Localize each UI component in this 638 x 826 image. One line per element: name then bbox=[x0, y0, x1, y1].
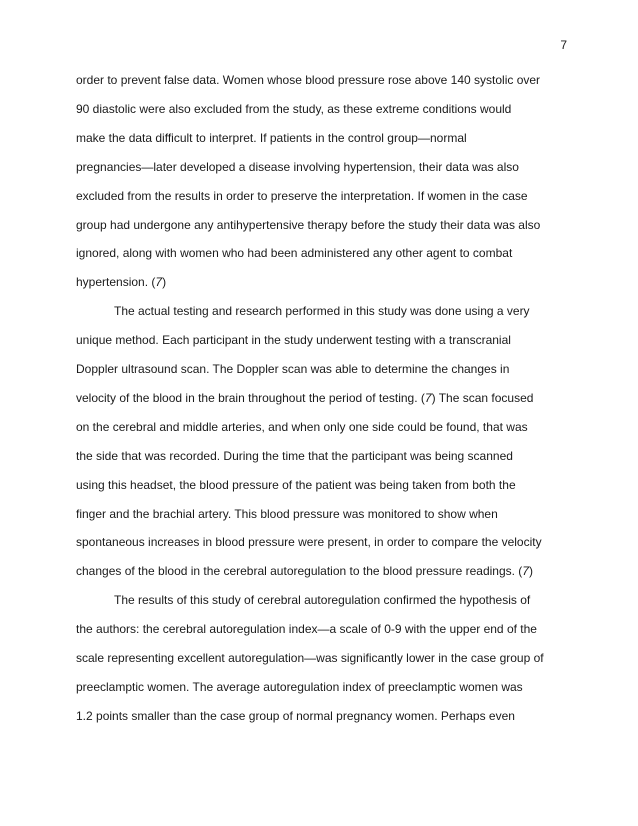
line-text: changes of the blood in the cerebral autoregulation to the blood pressure readings. ( bbox=[76, 564, 523, 579]
citation-number: 7 bbox=[522, 564, 529, 579]
text-line bbox=[76, 189, 528, 203]
text-line bbox=[76, 102, 511, 116]
line-text-after: ) bbox=[528, 564, 533, 579]
citation-number: 7 bbox=[155, 275, 163, 290]
line-text: ignored, along with women who had been administered any other agent to combat bbox=[76, 246, 513, 261]
text-line bbox=[76, 275, 166, 289]
text-line bbox=[76, 362, 509, 376]
line-text: make the data difficult to interpret. If patients in the control group—normal bbox=[76, 130, 467, 145]
line-text: the authors: the cerebral autoregulation index—a scale of 0-9 with the upper end of the bbox=[76, 622, 537, 637]
citation-number: 7 bbox=[424, 390, 432, 405]
line-text: Doppler ultrasound scan. The Doppler scan was able to determine the changes in bbox=[76, 362, 510, 376]
line-text: The results of this study of cerebral autoregulation confirmed the hypothesis of bbox=[114, 593, 531, 608]
line-text: on the cerebral and middle arteries, and when only one side could be found, that was bbox=[76, 419, 528, 434]
text-line bbox=[76, 535, 542, 549]
line-text: velocity of the blood in the brain throughout the period of testing. ( bbox=[76, 390, 425, 405]
line-text: finger and the brachial artery. This blood pressure was monitored to show when bbox=[76, 506, 498, 521]
line-text: The actual testing and research performed in this study was done using a very bbox=[114, 304, 530, 319]
text-line bbox=[114, 304, 530, 318]
text-line bbox=[76, 507, 498, 521]
line-text: 1.2 points smaller than the case group of normal pregnancy women. Perhaps even bbox=[76, 708, 515, 723]
line-text: order to prevent false data. Women whose blood pressure rose above 140 systolic over bbox=[76, 73, 541, 87]
text-line bbox=[76, 449, 513, 463]
line-text: using this headset, the blood pressure of the patient was being taken from both the bbox=[76, 477, 516, 492]
text-line bbox=[76, 333, 511, 347]
text-line bbox=[76, 246, 512, 260]
line-text: preeclamptic women. The average autoregulation index of preeclamptic women was bbox=[76, 679, 523, 694]
page-number: 7 bbox=[560, 38, 567, 52]
line-text: pregnancies—later developed a disease involving hypertension, their data was also bbox=[76, 159, 519, 174]
text-line bbox=[76, 478, 516, 492]
line-text-after: ) The scan focused bbox=[431, 390, 534, 405]
text-line bbox=[76, 391, 533, 405]
text-line bbox=[76, 73, 540, 87]
text-line bbox=[76, 680, 523, 694]
line-text: 90 diastolic were also excluded from the study, as these extreme conditions would bbox=[76, 101, 512, 116]
line-text: scale representing excellent autoregulation—was significantly lower in the case group of bbox=[76, 651, 544, 665]
line-text: group had undergone any antihypertensive therapy before the study their data was also bbox=[76, 217, 541, 232]
text-line bbox=[76, 218, 540, 232]
line-text: excluded from the results in order to preserve the interpretation. If women in the case bbox=[76, 188, 528, 203]
text-line bbox=[76, 131, 467, 145]
text-line bbox=[76, 160, 519, 174]
line-text: spontaneous increases in blood pressure were present, in order to compare the velocity bbox=[76, 535, 542, 550]
text-line bbox=[76, 709, 515, 723]
line-text: hypertension. ( bbox=[76, 275, 156, 290]
line-text: the side that was recorded. During the time that the participant was being scanned bbox=[76, 448, 513, 463]
text-line bbox=[76, 622, 537, 636]
text-line bbox=[114, 593, 530, 607]
text-line bbox=[76, 420, 528, 434]
line-text: unique method. Each participant in the study underwent testing with a transcranial bbox=[76, 333, 511, 348]
line-text-after: ) bbox=[162, 275, 167, 290]
text-line bbox=[76, 564, 533, 578]
text-line bbox=[76, 651, 544, 665]
